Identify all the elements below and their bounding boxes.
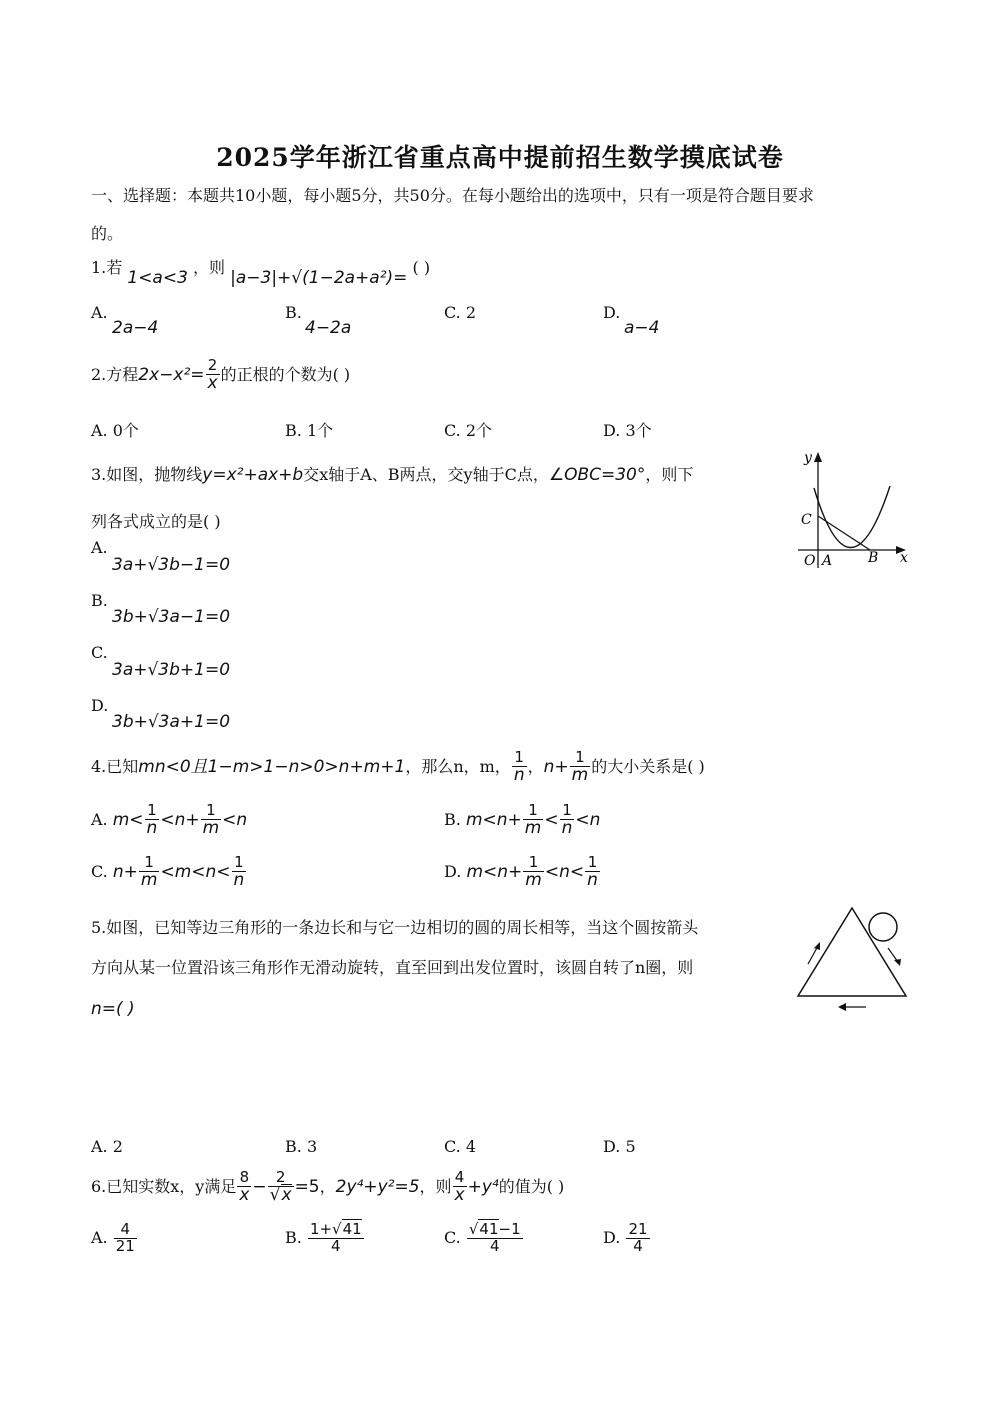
option-label: B. [444, 809, 461, 829]
q1-option-d-expr: a−4 [624, 318, 660, 338]
option-label: A. [91, 303, 108, 322]
q3-option-d-label: D. [91, 696, 109, 715]
question-1 [91, 255, 431, 288]
q5-option-b [285, 1137, 317, 1156]
q1-expression: |a−3|+√(1−2a+a²)= [230, 268, 408, 288]
page-title: 2025学年浙江省重点高中提前招生数学摸底试卷 [216, 143, 784, 172]
option-label: B. [285, 1227, 302, 1247]
q3-option-c-expr: 3a+√3b+1=0 [112, 660, 231, 680]
q6-option-a: A. $\frac{4}{21}$ [91, 1220, 135, 1255]
q4-frac-1-over-n: $\frac{1}{n}$ [513, 748, 525, 785]
option-label: A. [91, 809, 108, 829]
option-expr: 4 [465, 1137, 477, 1156]
q3-text-a: 3.如图，抛物线 [91, 465, 203, 484]
fig-label-b: B [868, 550, 879, 566]
q4-option-d: D. m<n+ $\frac{1}{m}$ <n< $\frac{1}{n}$ [444, 853, 598, 890]
option-label: D. [603, 421, 621, 440]
fig-label-x: x [900, 550, 908, 566]
q3-option-a-label: A. [91, 538, 108, 557]
q1-option-a-expr: 2a−4 [112, 318, 159, 338]
question-5-line2: 方向从某一位置沿该三角形作无滑动旋转，直至回到出发位置时，该圆自转了n圈，则 [91, 958, 694, 977]
q5-triangle-figure [790, 898, 915, 1016]
question-5-line1: 5.如图，已知等边三角形的一条边长和与它一边相切的圆的周长相等，当这个圆按箭头 [91, 918, 699, 937]
question-4: 4.已知mn<0且1−m>1−n>0>n+m+1，那么n，m， $\frac{1}{n}$ ，n+ $\frac{1}{m}$ 的大小关系是( ) [91, 748, 705, 785]
q6-suffix: 的值为( ) [498, 1176, 565, 1196]
option-expr: 0个 [112, 421, 139, 440]
q1-option-d [603, 303, 620, 322]
option-label: A. [91, 1227, 108, 1247]
q6-frac-2-over-sqrtx: $\frac{2}{√x}$ [269, 1168, 292, 1205]
question-5-line3: n=( ) [91, 999, 135, 1019]
q1-option-b [285, 303, 302, 322]
rolling-circle [869, 913, 897, 941]
q3-option-d-expr: 3b+√3a+1=0 [112, 712, 231, 732]
q2-option-d [603, 418, 652, 441]
y-axis-arrow-icon [814, 452, 822, 462]
left-arrowhead-icon [814, 942, 820, 950]
q6-option-c: C. $\frac{√41-1}{4}$ [444, 1220, 521, 1255]
q2-lhs: 2x−x²= [138, 364, 205, 385]
q4-condition: mn<0且1−m>1−n>0>n+m+1 [138, 756, 406, 777]
q1-paren: ( ) [412, 258, 431, 277]
fig-label-c: C [801, 512, 812, 528]
q4-option-b: B. m<n+ $\frac{1}{m}$ < $\frac{1}{n}$ <n [444, 801, 601, 838]
option-expr: 1个 [306, 421, 334, 440]
question-3-line2: 列各式成立的是( ) [91, 512, 221, 531]
option-label: C. [444, 1227, 461, 1247]
question-6: 6.已知实数x，y满足 $\frac{8}{x}$ − $\frac{2}{√x}$ =5，2y⁴+y²=5，则 $\frac{4}{x}$ +y⁴的值为( ) [91, 1168, 565, 1205]
q1-mid: ，则 [193, 258, 226, 277]
option-expr: 2个 [465, 421, 493, 440]
option-label: D. [603, 1137, 621, 1156]
q4-option-c: C. n+ $\frac{1}{m}$ <m<n< $\frac{1}{n}$ [91, 853, 245, 890]
option-expr: 3 [306, 1137, 318, 1156]
q2-fraction [206, 358, 220, 393]
q1-option-a [91, 303, 108, 322]
question-3-line1 [91, 462, 693, 485]
q2-option-a [91, 418, 139, 441]
q2-suffix: 的正根的个数为( ) [220, 364, 351, 384]
q2-prefix: 2.方程 [91, 364, 139, 384]
q6-option-b: B. $\frac{1+√41}{4}$ [285, 1220, 362, 1255]
q4-prefix: 4.已知 [91, 756, 139, 776]
q4-suffix: 的大小关系是( ) [591, 756, 705, 776]
section-instructions-line2: 的。 [91, 224, 124, 243]
option-expr: 2 [112, 1137, 123, 1156]
q5-option-d [603, 1137, 636, 1156]
q2-option-c [444, 418, 492, 441]
option-label: B. [285, 303, 302, 322]
q3-option-a-expr: 3a+√3b−1=0 [112, 555, 231, 575]
option-label: C. [444, 421, 461, 440]
q4-frac-1-over-m: $\frac{1}{m}$ [571, 748, 589, 785]
fig-label-y: y [804, 450, 812, 466]
q2-frac-den: x [207, 372, 218, 393]
q6-option-d: D. $\frac{21}{4}$ [603, 1220, 648, 1255]
q6-frac-4-over-x: $\frac{4}{x}$ [454, 1168, 465, 1205]
option-label: C. [444, 303, 461, 322]
question-2 [91, 358, 350, 393]
q3-equation: y=x²+ax+b [202, 465, 304, 485]
option-label: D. [444, 861, 462, 881]
q3-option-c-label: C. [91, 643, 108, 662]
q3-option-b-expr: 3b+√3a−1=0 [112, 607, 231, 627]
bottom-arrowhead-icon [838, 1003, 846, 1011]
right-arrowhead-icon [894, 959, 901, 966]
option-label: D. [603, 303, 621, 322]
option-label: B. [285, 421, 302, 440]
option-label: B. [285, 1137, 302, 1156]
q6-frac-8-over-x: $\frac{8}{x}$ [239, 1168, 250, 1205]
option-label: C. [444, 1137, 461, 1156]
q3-text-b: 交x轴于A、B两点，交y轴于C点， [303, 465, 549, 484]
q5-option-c [444, 1137, 476, 1156]
q3-option-b-label: B. [91, 591, 108, 610]
q6-eq2: 2y⁴+y²=5 [335, 1176, 420, 1197]
q6-prefix: 6.已知实数x，y满足 [91, 1176, 237, 1196]
q5-option-a [91, 1137, 123, 1156]
option-label: A. [91, 421, 108, 440]
option-label: D. [603, 1227, 621, 1247]
q6-mid: ，则 [419, 1176, 452, 1196]
option-label: C. [91, 861, 108, 881]
q3-angle: ∠OBC=30° [548, 465, 646, 485]
q1-condition: 1<a<3 [127, 268, 188, 288]
q3-parabola-figure [790, 448, 915, 573]
option-expr: 3个 [625, 421, 652, 440]
q2-frac-num: 2 [206, 358, 220, 375]
q2-option-b [285, 418, 333, 441]
option-expr: 2 [465, 303, 477, 322]
fig-label-a: A [822, 553, 833, 569]
q4-option-a: A. m< $\frac{1}{n}$ <n+ $\frac{1}{m}$ <n [91, 801, 248, 838]
q1-option-c [444, 303, 476, 322]
fig-label-o: O [804, 553, 816, 569]
option-label: A. [91, 1137, 108, 1156]
q3-text-c: ，则下 [645, 465, 694, 484]
q1-option-b-expr: 4−2a [305, 318, 352, 338]
section-instructions-line1: 一、选择题：本题共10小题，每小题5分，共50分。在每小题给出的选项中，只有一项是符合题目要求 [91, 186, 814, 205]
q1-prefix: 1.若 [91, 258, 123, 277]
option-expr: 5 [625, 1137, 636, 1156]
q4-mid: ，那么n，m， [405, 756, 511, 776]
